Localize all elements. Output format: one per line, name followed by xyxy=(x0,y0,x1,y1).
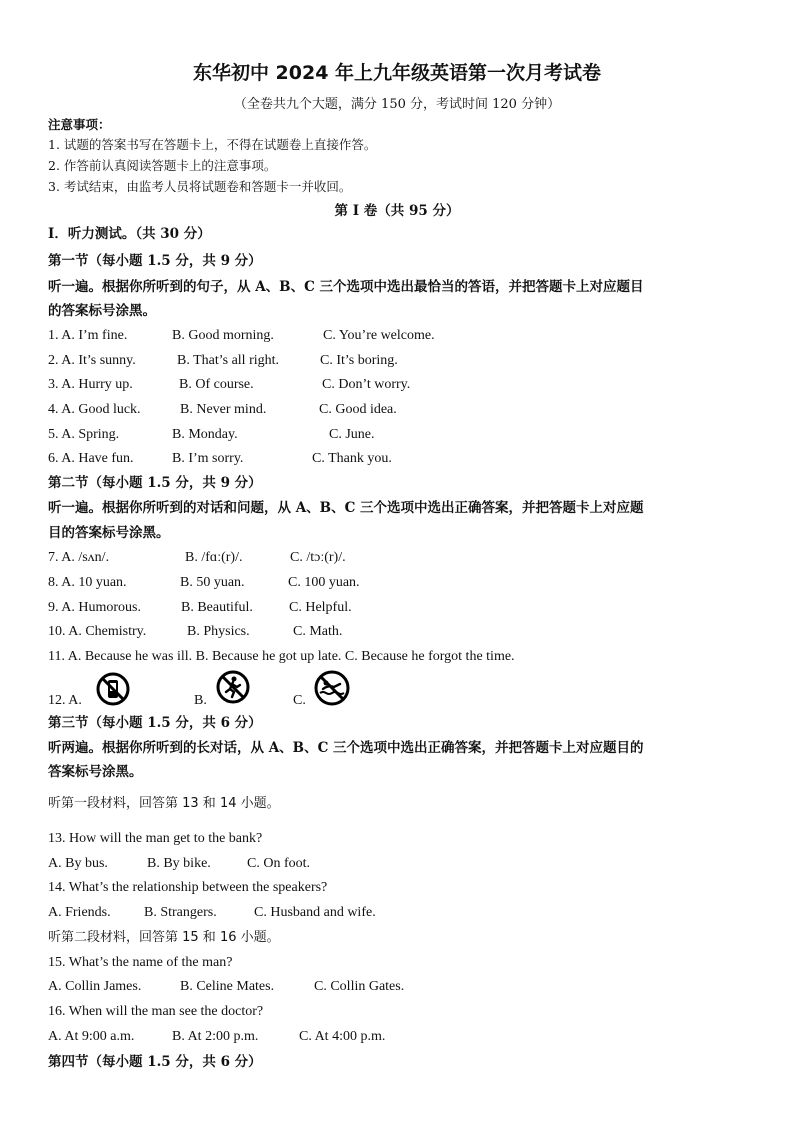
option-b: B. Strangers. xyxy=(144,905,217,920)
option-a: 6. A. Have fun. xyxy=(48,451,134,466)
option-c: C. At 4:00 p.m. xyxy=(299,1029,386,1044)
question-13: 13. How will the man get to the bank? xyxy=(48,831,263,846)
option-b: B. Beautiful. xyxy=(181,600,253,615)
option-c: C. /tɔː(r)/. xyxy=(290,550,346,565)
note-item: 2. 作答前认真阅读答题卡上的注意事项。 xyxy=(48,158,277,173)
option-b: B. /fɑː(r)/. xyxy=(185,550,243,565)
option-b: B. Never mind. xyxy=(180,402,267,417)
option-c: C. Good idea. xyxy=(319,402,397,417)
option-a: 8. A. 10 yuan. xyxy=(48,575,127,590)
instruction-text: 听两遍。根据你所听到的长对话，从 A、B、C 三个选项中选出正确答案，并把答题卡上对应题目的 xyxy=(48,740,644,756)
option-b: B. Monday. xyxy=(172,427,238,442)
option-c-label: C. xyxy=(293,693,306,708)
passage-intro: 听第一段材料，回答第 13 和 14 小题。 xyxy=(48,796,280,811)
option-c: C. On foot. xyxy=(247,856,310,871)
question-11: 11. A. Because he was ill. B. Because he got up late. C. Because he forgot the time. xyxy=(48,649,515,664)
instruction-text: 听一遍。根据你所听到的句子，从 A、B、C 三个选项中选出最恰当的答语，并把答题卡上对应题目 xyxy=(48,279,644,295)
subsection-heading: 第二节（每小题 1.5 分，共 9 分） xyxy=(48,475,262,491)
option-a: 10. A. Chemistry. xyxy=(48,624,147,639)
option-a: 5. A. Spring. xyxy=(48,427,120,442)
option-c: C. Husband and wife. xyxy=(254,905,376,920)
option-b: B. Physics. xyxy=(187,624,250,639)
exam-info: （全卷共九个大题，满分 150 分，考试时间 120 分钟） xyxy=(233,97,561,112)
option-c: C. 100 yuan. xyxy=(288,575,360,590)
question-15: 15. What’s the name of the man? xyxy=(48,955,233,970)
option-b: B. Of course. xyxy=(179,377,254,392)
option-c: C. Collin Gates. xyxy=(314,979,405,994)
instruction-text: 答案标号涂黑。 xyxy=(48,764,143,780)
option-c: C. Don’t worry. xyxy=(322,377,411,392)
option-a: 7. A. /sʌn/. xyxy=(48,550,110,565)
subsection-heading: 第四节（每小题 1.5 分，共 6 分） xyxy=(48,1054,262,1070)
option-a: 4. A. Good luck. xyxy=(48,402,141,417)
paper-part-heading: 第 I 卷（共 95 分） xyxy=(334,203,460,219)
no-phone-sign-icon xyxy=(96,672,130,710)
option-b: B. At 2:00 p.m. xyxy=(172,1029,259,1044)
option-a: 1. A. I’m fine. xyxy=(48,328,128,343)
note-item: 3. 考试结束，由监考人员将试题卷和答题卡一并收回。 xyxy=(48,179,352,194)
option-b: B. Good morning. xyxy=(172,328,274,343)
notes-heading: 注意事项： xyxy=(48,117,111,132)
option-a: 3. A. Hurry up. xyxy=(48,377,133,392)
option-a: A. By bus. xyxy=(48,856,108,871)
option-b: B. 50 yuan. xyxy=(180,575,245,590)
page-title: 东华初中 2024 年上九年级英语第一次月考试卷 xyxy=(192,62,602,84)
no-swimming-sign-icon xyxy=(314,670,350,710)
option-b: B. That’s all right. xyxy=(177,353,280,368)
no-running-sign-icon xyxy=(216,670,250,708)
option-a-label: 12. A. xyxy=(48,693,82,708)
instruction-text: 目的答案标号涂黑。 xyxy=(48,525,170,541)
note-item: 1. 试题的答案书写在答题卡上，不得在试题卷上直接作答。 xyxy=(48,137,377,152)
option-c: C. It’s boring. xyxy=(320,353,398,368)
option-b: B. I’m sorry. xyxy=(172,451,244,466)
option-a: 9. A. Humorous. xyxy=(48,600,141,615)
option-b-label: B. xyxy=(194,693,207,708)
subsection-heading: 第三节（每小题 1.5 分，共 6 分） xyxy=(48,715,262,731)
option-b: B. Celine Mates. xyxy=(180,979,275,994)
option-a: A. At 9:00 a.m. xyxy=(48,1029,135,1044)
option-c: C. Thank you. xyxy=(312,451,392,466)
option-b: B. By bike. xyxy=(147,856,211,871)
option-c: C. Math. xyxy=(293,624,343,639)
question-16: 16. When will the man see the doctor? xyxy=(48,1004,264,1019)
instruction-text: 听一遍。根据你所听到的对话和问题，从 A、B、C 三个选项中选出正确答案，并把答题卡上对应题 xyxy=(48,500,644,516)
option-c: C. Helpful. xyxy=(289,600,352,615)
option-a: A. Collin James. xyxy=(48,979,142,994)
option-c: C. You’re welcome. xyxy=(323,328,435,343)
passage-intro: 听第二段材料，回答第 15 和 16 小题。 xyxy=(48,930,280,945)
option-c: C. June. xyxy=(329,427,375,442)
question-14: 14. What’s the relationship between the speakers? xyxy=(48,880,328,895)
subsection-heading: 第一节（每小题 1.5 分，共 9 分） xyxy=(48,253,262,269)
instruction-text: 的答案标号涂黑。 xyxy=(48,303,156,319)
option-a: A. Friends. xyxy=(48,905,111,920)
option-a: 2. A. It’s sunny. xyxy=(48,353,136,368)
section-heading: I．听力测试。（共 30 分） xyxy=(48,226,211,242)
